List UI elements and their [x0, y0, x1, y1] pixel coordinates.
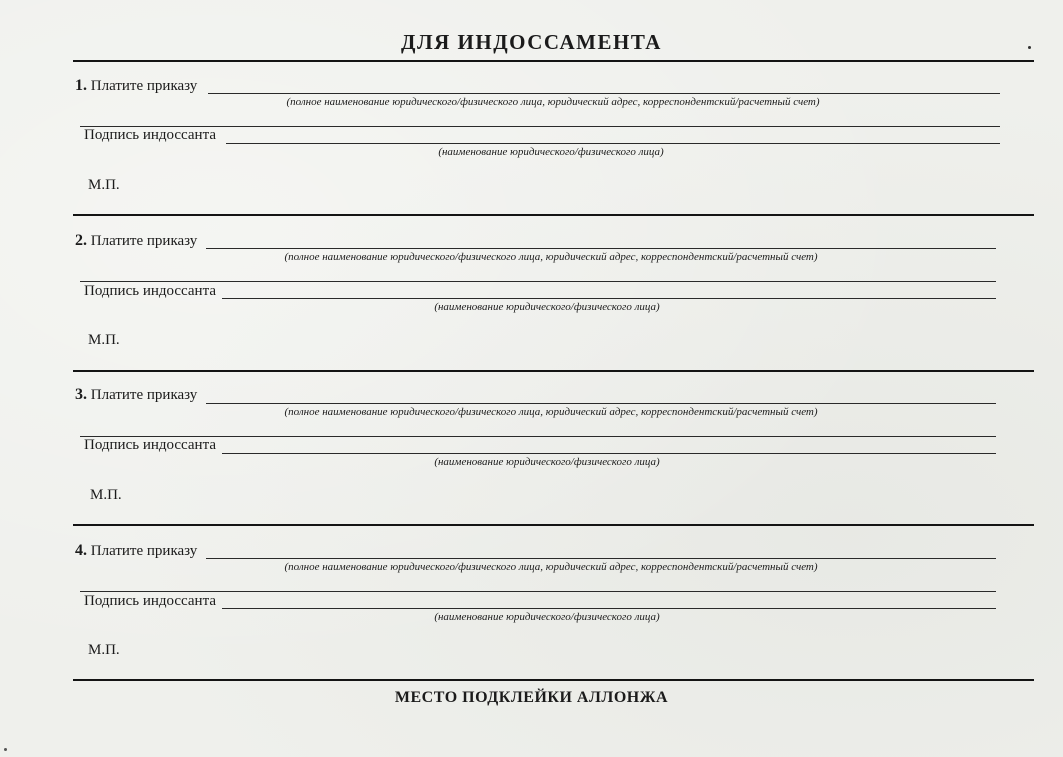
- stamp-placeholder: М.П.: [88, 332, 120, 348]
- pay-order-field-line-2[interactable]: [80, 591, 996, 592]
- pay-order-text: Платите приказу: [90, 233, 198, 249]
- pay-order-field[interactable]: [206, 558, 996, 559]
- pay-order-hint: (полное наименование юридического/физического лица, юридический адрес, корреспондентский/расчетный счет): [284, 561, 818, 573]
- signature-hint: (наименование юридического/физического лица): [434, 456, 660, 468]
- endorsement-number: 3.: [75, 386, 87, 403]
- signature-label: Подпись индоссанта: [84, 283, 216, 299]
- pay-order-hint: (полное наименование юридического/физического лица, юридический адрес, корреспондентский/расчетный счет): [286, 96, 820, 108]
- section-divider-3: [73, 524, 1034, 526]
- signature-field[interactable]: [222, 608, 996, 609]
- stamp-placeholder: М.П.: [88, 177, 120, 193]
- pay-order-text: Платите приказу: [90, 543, 198, 559]
- pay-order-text: Платите приказу: [90, 387, 198, 403]
- endorsement-number: 4.: [75, 542, 87, 559]
- pay-order-hint: (полное наименование юридического/физического лица, юридический адрес, корреспондентский/расчетный счет): [284, 251, 818, 263]
- pay-order-label: [75, 386, 197, 404]
- stamp-placeholder: М.П.: [90, 487, 122, 503]
- pay-order-text: Платите приказу: [90, 78, 198, 94]
- endorsement-number: 1.: [75, 77, 87, 94]
- signature-label: Подпись индоссанта: [84, 127, 216, 143]
- signature-label: Подпись индоссанта: [84, 437, 216, 453]
- pay-order-label: [75, 232, 197, 250]
- pay-order-field-line-2[interactable]: [80, 126, 1000, 127]
- top-divider: [73, 60, 1034, 62]
- scan-dot: [1028, 46, 1031, 49]
- signature-hint: (наименование юридического/физического лица): [434, 611, 660, 623]
- signature-field[interactable]: [222, 298, 996, 299]
- pay-order-field[interactable]: [208, 93, 1000, 94]
- pay-order-field[interactable]: [206, 248, 996, 249]
- signature-hint: (наименование юридического/физического лица): [438, 146, 664, 158]
- section-divider-1: [73, 214, 1034, 216]
- form-title: ДЛЯ ИНДОССАМЕНТА: [401, 30, 662, 54]
- signature-field[interactable]: [226, 143, 1000, 144]
- signature-field[interactable]: [222, 453, 996, 454]
- endorsement-number: 2.: [75, 232, 87, 249]
- pay-order-field[interactable]: [206, 403, 996, 404]
- pay-order-hint: (полное наименование юридического/физического лица, юридический адрес, корреспондентский/расчетный счет): [284, 406, 818, 418]
- pay-order-label: [75, 77, 197, 95]
- signature-hint: (наименование юридического/физического лица): [434, 301, 660, 313]
- bottom-divider: [73, 679, 1034, 681]
- pay-order-field-line-2[interactable]: [80, 436, 996, 437]
- allonge-area-label: МЕСТО ПОДКЛЕЙКИ АЛЛОНЖА: [394, 689, 669, 706]
- section-divider-2: [73, 370, 1034, 372]
- scan-dot: [4, 748, 7, 751]
- signature-label: Подпись индоссанта: [84, 593, 216, 609]
- stamp-placeholder: М.П.: [88, 642, 120, 658]
- pay-order-field-line-2[interactable]: [80, 281, 996, 282]
- pay-order-label: [75, 542, 197, 560]
